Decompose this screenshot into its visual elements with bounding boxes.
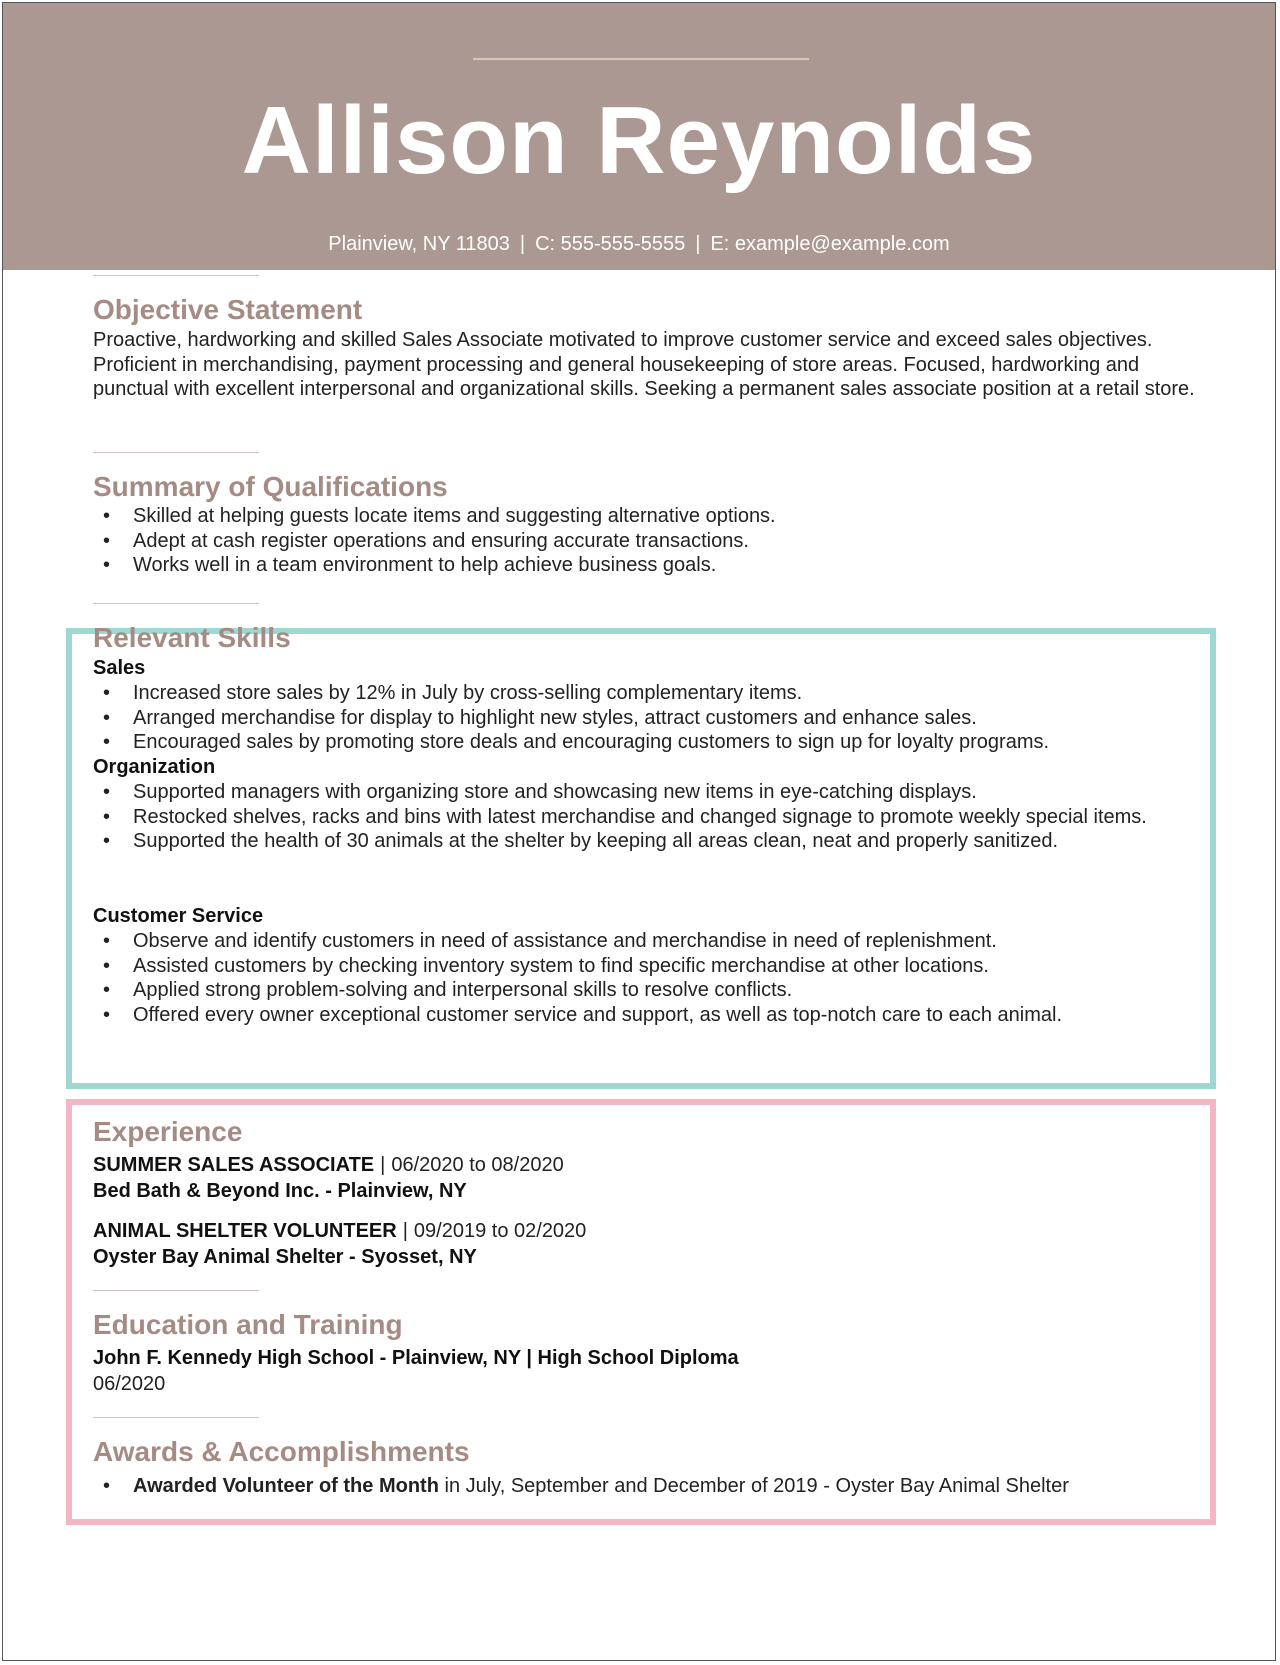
job-employer: Oyster Bay Animal Shelter - Syosset, NY <box>93 1246 477 1268</box>
job-separator: | <box>380 1154 386 1176</box>
award-detail: in July, September and December of 2019 - Oyster Bay Animal Shelter <box>438 1475 1069 1497</box>
list-item: • Works well in a team environment to help achieve business goals. <box>93 553 1203 578</box>
awards-title: Awards & Accomplishments <box>93 1436 470 1467</box>
list-item: • Assisted customers by checking inventory system to find specific merchandise at other locations. <box>93 954 1163 979</box>
list-item: • Applied strong problem-solving and interpersonal skills to resolve conflicts. <box>93 978 1163 1003</box>
contact-location: Plainview, NY 11803 <box>328 233 510 255</box>
job-dates: 09/2019 to 02/2020 <box>413 1220 587 1242</box>
skills-list-organization <box>93 780 1163 854</box>
skills-title: Relevant Skills <box>93 622 291 653</box>
award-highlight: Awarded Volunteer of the Month <box>133 1475 439 1497</box>
section-divider <box>93 1290 259 1291</box>
skills-group-heading: Customer Service <box>93 905 264 927</box>
job-title-line <box>93 1153 564 1177</box>
awards-list <box>93 1474 1203 1499</box>
resume-page <box>2 2 1276 1661</box>
contact-line <box>3 231 1275 257</box>
job-role: ANIMAL SHELTER VOLUNTEER <box>93 1220 397 1242</box>
list-item: • Supported the health of 30 animals at the shelter by keeping all areas clean, neat and properly sanitized. <box>93 829 1163 854</box>
job-dates: 06/2020 to 08/2020 <box>391 1154 564 1176</box>
list-item: • Observe and identify customers in need of assistance and merchandise in need of replenishment. <box>93 929 1163 954</box>
education-title: Education and Training <box>93 1309 403 1340</box>
skills-list-sales <box>93 681 1203 755</box>
contact-separator: | <box>519 233 526 255</box>
objective-title: Objective Statement <box>93 294 363 325</box>
list-item: • Adept at cash register operations and ensuring accurate transactions. <box>93 529 1203 554</box>
contact-phone: C: 555-555-5555 <box>535 233 686 255</box>
section-divider <box>93 275 259 276</box>
list-item: • Offered every owner exceptional customer service and support, as well as top-notch care to each animal. <box>93 1003 1163 1028</box>
contact-separator: | <box>695 233 701 255</box>
job-title-line <box>93 1219 586 1243</box>
contact-email: E: example@example.com <box>710 233 950 255</box>
job-employer-line <box>93 1179 467 1203</box>
skills-group-heading: Organization <box>93 756 216 778</box>
skills-list-customer-service <box>93 929 1163 1027</box>
job-employer: Bed Bath & Beyond Inc. - Plainview, NY <box>93 1180 467 1202</box>
objective-text: Proactive, hardworking and skilled Sales Associate motivated to improve customer service and exceed sales objectives. Proficient in merchandising, payment processing and general housekeeping of store areas. Focused, hardworking and punctual with excellent interpersonal and organizational skills. Seeking a permanent sales associate position at a retail store. <box>93 329 1195 401</box>
education-date: 06/2020 <box>93 1373 166 1395</box>
resume-header <box>3 3 1275 270</box>
experience-title: Experience <box>93 1116 243 1147</box>
section-divider <box>93 1417 259 1418</box>
job-separator: | <box>402 1220 408 1242</box>
education-school-line <box>93 1346 739 1370</box>
qualifications-title: Summary of Qualifications <box>93 471 448 502</box>
list-item: • Supported managers with organizing store and showcasing new items in eye-catching displays. <box>93 780 1163 805</box>
job-role: SUMMER SALES ASSOCIATE <box>93 1154 375 1176</box>
qualifications-list <box>93 504 1203 578</box>
skills-group-heading: Sales <box>93 657 146 679</box>
section-divider <box>93 603 259 604</box>
list-item: • Arranged merchandise for display to highlight new styles, attract customers and enhance sales. <box>93 706 1203 731</box>
list-item <box>93 1474 1203 1499</box>
list-item: • Increased store sales by 12% in July by cross-selling complementary items. <box>93 681 1203 706</box>
list-item: • Encouraged sales by promoting store deals and encouraging customers to sign up for loyalty programs. <box>93 730 1203 755</box>
header-rule <box>473 58 809 60</box>
education-school: John F. Kennedy High School - Plainview, NY | High School Diploma <box>93 1347 739 1369</box>
list-item: • Skilled at helping guests locate items and suggesting alternative options. <box>93 504 1203 529</box>
list-item: • Restocked shelves, racks and bins with latest merchandise and changed signage to promote weekly special items. <box>93 805 1163 830</box>
job-employer-line <box>93 1245 477 1269</box>
candidate-name: Allison Reynolds <box>241 87 1037 194</box>
section-divider <box>93 452 259 453</box>
